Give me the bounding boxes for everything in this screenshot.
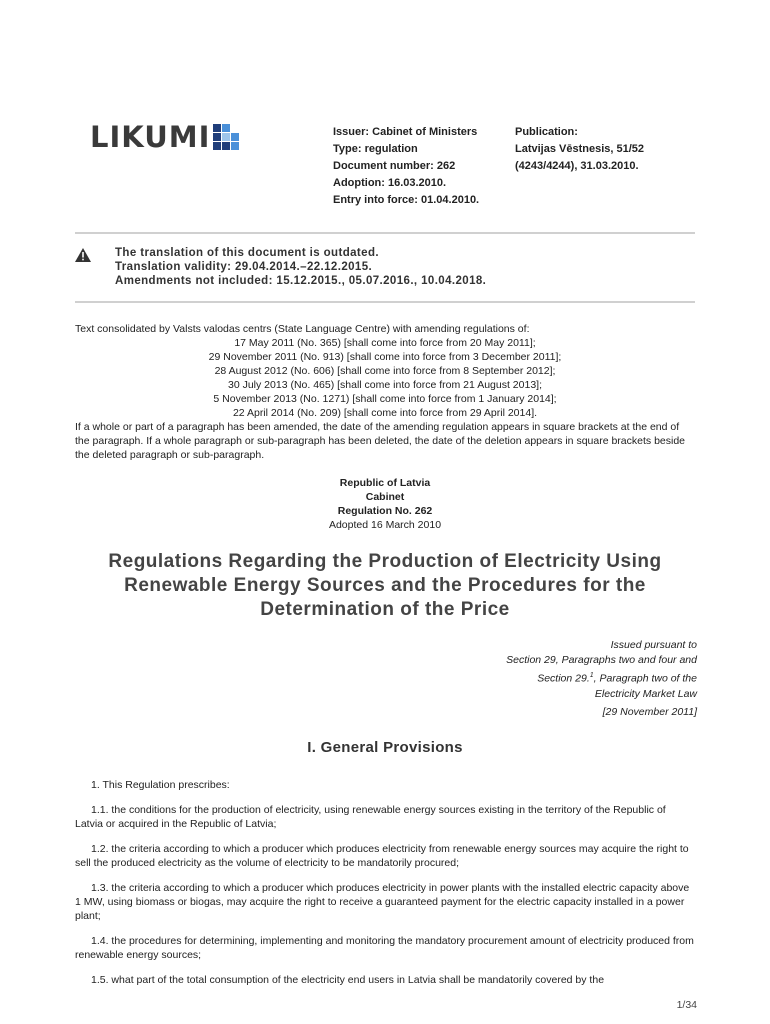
amendment-item: 28 August 2012 (No. 606) [shall come into force from 8 September 2012]; xyxy=(214,365,556,377)
issued-line-3 xyxy=(437,668,697,687)
issued-line-1: Issued pursuant to xyxy=(610,639,697,651)
issued-line-2: Section 29, Paragraphs two and four and xyxy=(506,654,697,666)
adoption-date: Adoption: 16.03.2010. xyxy=(333,177,447,189)
document-meta xyxy=(333,124,479,209)
amendment-item: 5 November 2013 (No. 1271) [shall come into force from 1 January 2014]; xyxy=(213,393,557,405)
issued-paragraph: , Paragraph two of the xyxy=(593,672,697,685)
publication-label: Publication: xyxy=(515,126,578,138)
document-number: Document number: 262 xyxy=(333,160,456,172)
adopted-date: Adopted 16 March 2010 xyxy=(328,519,442,531)
warning-validity: Translation validity: 29.04.2014.–22.12.2015. xyxy=(115,261,373,273)
divider-top xyxy=(75,232,695,234)
paragraph: 1. This Regulation prescribes: xyxy=(91,779,230,791)
republic-block xyxy=(75,476,695,532)
warning-icon xyxy=(75,248,91,262)
paragraph: 1.1. the conditions for the production of electricity, using renewable energy sources existing in the territory of the Republic of Latvia or acquired in the Republic of Latvia; xyxy=(75,804,666,830)
amendment-note: [29 November 2011] xyxy=(602,706,697,718)
consolidation-note: If a whole or part of a paragraph has been amended, the date of the amending regulation appears in square brackets at the end of the paragraph. If a whole paragraph or sub-paragraph has been deleted, the date of the deletion appears in square brackets beside the deleted paragraph or sub-paragraph. xyxy=(75,421,686,461)
title-line-2: Renewable Energy Sources and the Procedures for the xyxy=(124,575,646,596)
doc-type: Type: regulation xyxy=(333,143,418,155)
consolidation-info xyxy=(75,322,695,462)
logo-text: LIKUMI xyxy=(90,120,211,154)
section-title: I. General Provisions xyxy=(307,739,463,756)
publication-line-2: (4243/4244), 31.03.2010. xyxy=(515,160,639,172)
title-line-1: Regulations Regarding the Production of Electricity Using xyxy=(108,551,662,572)
warning-outdated: The translation of this document is outdated. xyxy=(115,247,379,259)
paragraph: 1.2. the criteria according to which a producer which produces electricity from renewable energy sources may acquire the right to sell the produced electricity as the volume of electricity to be mandatorily procured; xyxy=(75,843,689,869)
likumi-logo xyxy=(90,122,239,152)
warning-amendments: Amendments not included: 15.12.2015., 05.07.2016., 10.04.2018. xyxy=(115,275,487,287)
amendment-list xyxy=(75,336,695,420)
publication-meta xyxy=(515,124,644,175)
publication-line-1: Latvijas Vēstnesis, 51/52 xyxy=(515,143,645,155)
issuer: Issuer: Cabinet of Ministers xyxy=(333,126,478,138)
consolidation-intro: Text consolidated by Valsts valodas centrs (State Language Centre) with amending regulations of: xyxy=(75,323,530,335)
divider-bottom xyxy=(75,301,695,303)
issued-line-4: Electricity Market Law xyxy=(594,687,697,700)
logo-mark-icon xyxy=(213,124,239,150)
page-number: 1/34 xyxy=(676,999,697,1011)
amendment-item: 22 April 2014 (No. 209) [shall come into force from 29 April 2014]. xyxy=(232,407,538,419)
issued-superscript: 1 xyxy=(589,672,594,679)
amendment-item: 30 July 2013 (No. 465) [shall come into force from 21 August 2013]; xyxy=(227,379,542,391)
paragraph: 1.3. the criteria according to which a producer which produces electricity in power plants with the installed electric capacity above 1 MW, using biomass or biogas, may acquire the right to receive a guaranteed payment for the electric capacity installed in a power plant; xyxy=(75,882,690,922)
issued-pursuant xyxy=(437,638,697,702)
regulation-number: Regulation No. 262 xyxy=(337,505,433,517)
amendment-item: 17 May 2011 (No. 365) [shall come into force from 20 May 2011]; xyxy=(234,337,536,349)
entry-into-force: Entry into force: 01.04.2010. xyxy=(333,194,480,206)
republic-name: Republic of Latvia xyxy=(339,477,431,489)
document-body xyxy=(75,778,695,998)
paragraph: 1.4. the procedures for determining, implementing and monitoring the mandatory procurement amount of electricity produced from renewable energy sources; xyxy=(75,935,694,961)
amendment-item: 29 November 2011 (No. 913) [shall come into force from 3 December 2011]; xyxy=(208,351,562,363)
document-title xyxy=(75,550,695,622)
cabinet: Cabinet xyxy=(365,491,405,503)
paragraph: 1.5. what part of the total consumption of the electricity end users in Latvia shall be mandatorily covered by the xyxy=(91,974,605,986)
title-line-3: Determination of the Price xyxy=(260,599,510,620)
issued-section: Section 29. xyxy=(537,672,590,685)
